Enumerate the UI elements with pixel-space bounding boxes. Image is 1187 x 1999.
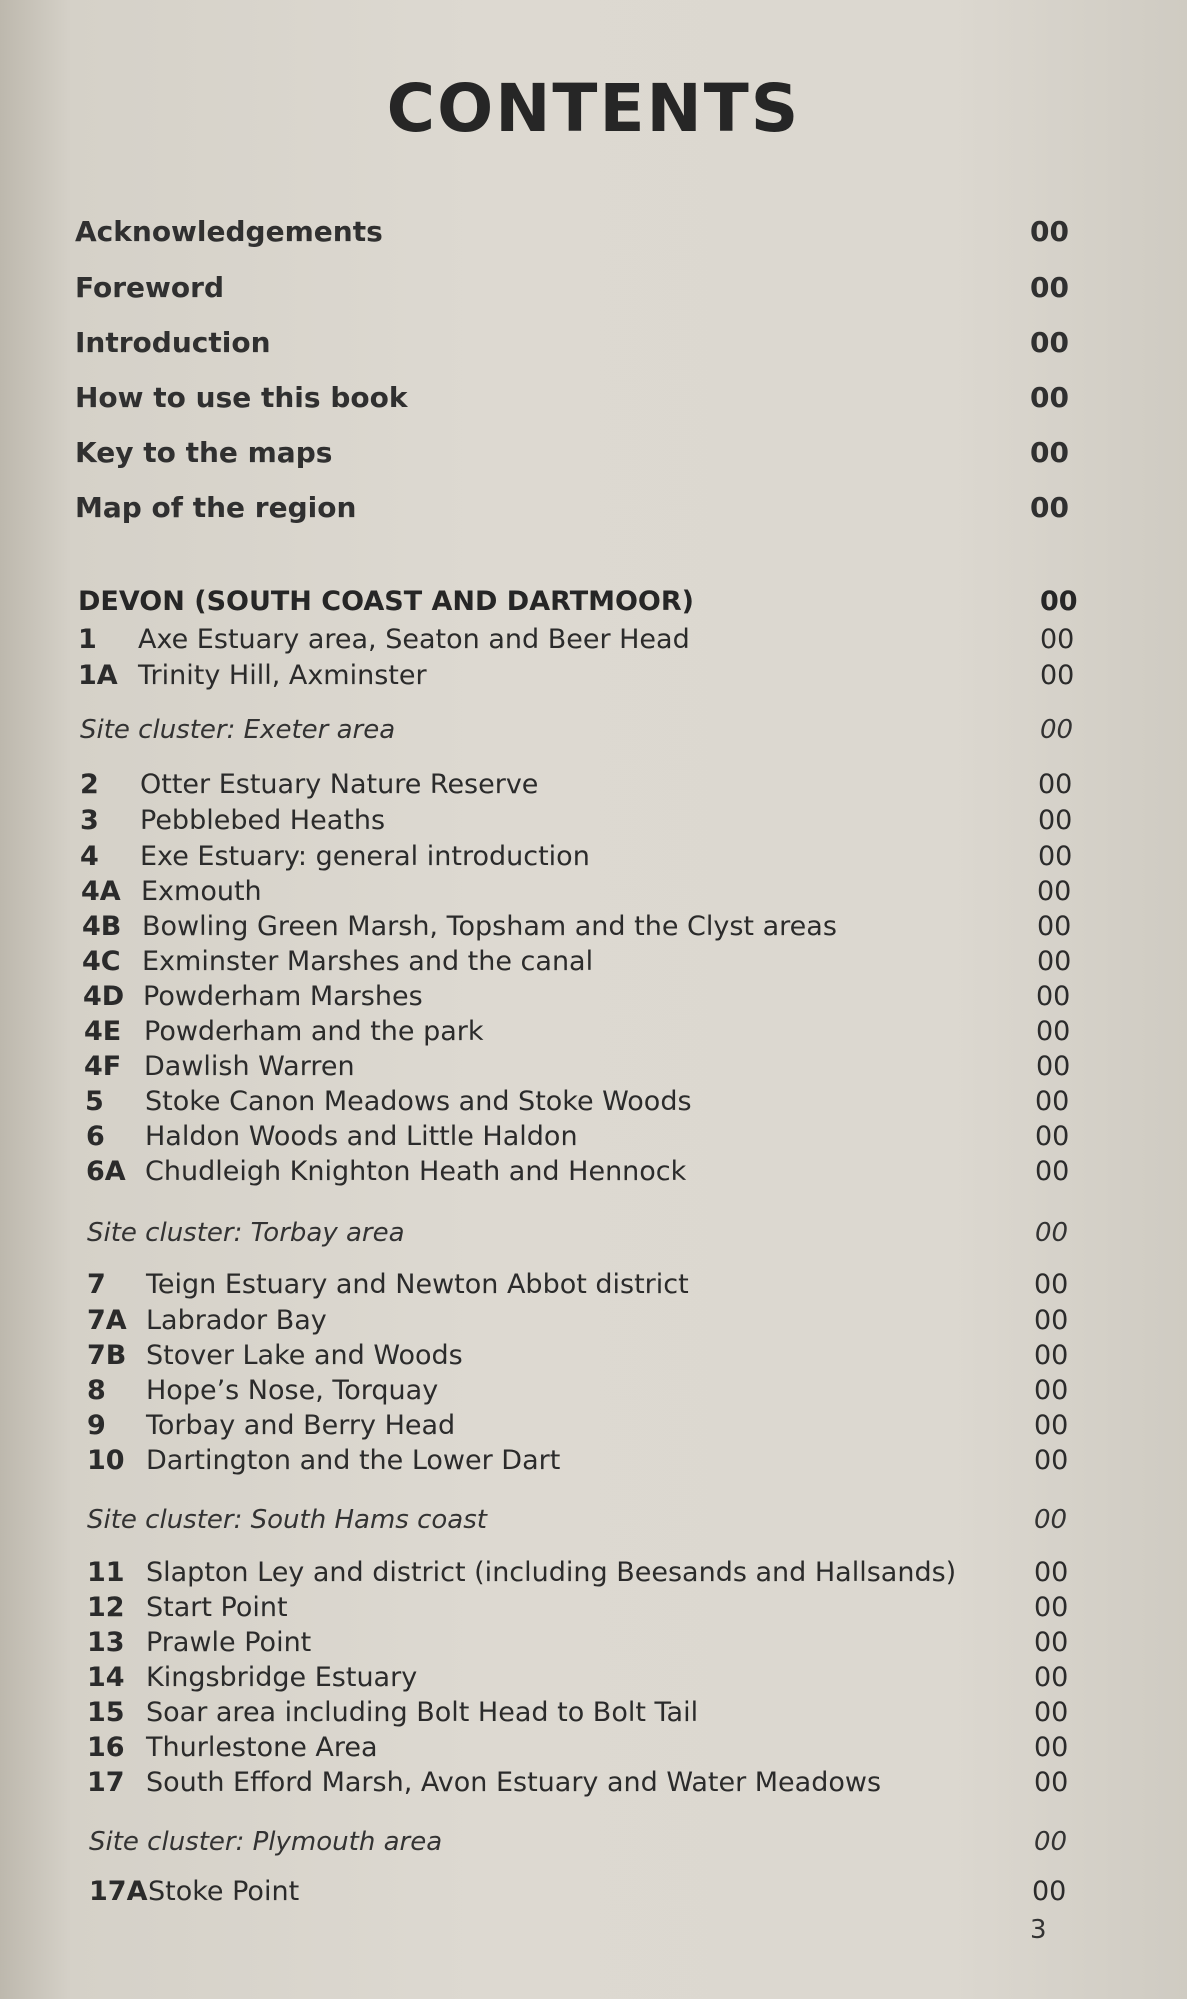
entry-page: 00 — [1034, 1767, 1069, 1798]
entry-label: Torbay and Berry Head — [146, 1410, 456, 1441]
entry-page: 00 — [1030, 381, 1069, 414]
entry-page: 00 — [1034, 1410, 1069, 1441]
toc-entry — [0, 1553, 1187, 1593]
toc-entry — [0, 378, 1187, 418]
entry-label: Powderham and the park — [144, 1016, 484, 1047]
toc-entry — [0, 323, 1187, 363]
entry-page: 00 — [1030, 271, 1069, 304]
entry-label: Powderham Marshes — [143, 981, 423, 1012]
entry-label: Chudleigh Knighton Heath and Hennock — [145, 1156, 687, 1187]
entry-number: 1 — [78, 624, 97, 655]
entry-label: Haldon Woods and Little Haldon — [145, 1121, 578, 1152]
entry-page: 00 — [1030, 215, 1069, 248]
entry-number: 4D — [83, 981, 125, 1012]
toc-entry — [0, 1371, 1187, 1411]
entry-label: Key to the maps — [75, 436, 333, 469]
toc-entry — [0, 942, 1187, 982]
entry-label: Exminster Marshes and the canal — [142, 946, 594, 977]
entry-page: 00 — [1034, 1445, 1069, 1476]
toc-entry — [0, 1047, 1187, 1087]
entry-label: How to use this book — [75, 381, 408, 414]
entry-page: 00 — [1030, 436, 1069, 469]
entry-page: 00 — [1035, 1121, 1070, 1152]
entry-number: 6A — [86, 1156, 126, 1187]
entry-label: Start Point — [146, 1592, 288, 1623]
toc-entry — [0, 1406, 1187, 1446]
entry-number: 4B — [82, 911, 122, 942]
toc-entry — [0, 765, 1187, 805]
entry-number: 3 — [80, 805, 99, 836]
entry-label: Pebblebed Heaths — [140, 805, 386, 836]
entry-number: 4C — [82, 946, 121, 977]
cluster-page: 00 — [1040, 715, 1074, 745]
entry-label: Acknowledgements — [75, 215, 383, 248]
entry-label: Map of the region — [75, 491, 357, 524]
toc-entry — [0, 433, 1187, 473]
toc-entry — [0, 488, 1187, 528]
entry-page: 00 — [1030, 326, 1069, 359]
entry-number: 6 — [86, 1121, 105, 1152]
entry-page: 00 — [1034, 1375, 1069, 1406]
entry-label: Otter Estuary Nature Reserve — [140, 769, 539, 800]
toc-entry — [0, 1265, 1187, 1305]
entry-page: 00 — [1037, 876, 1072, 907]
toc-entry — [0, 837, 1187, 877]
toc-entry — [0, 1152, 1187, 1192]
entry-page: 00 — [1036, 1016, 1071, 1047]
section-label: DEVON (SOUTH COAST AND DARTMOOR) — [78, 586, 695, 617]
entry-page: 00 — [1038, 805, 1073, 836]
entry-page: 00 — [1037, 946, 1072, 977]
entry-page: 00 — [1034, 1662, 1069, 1693]
toc-entry — [0, 1301, 1187, 1341]
toc-entry — [0, 1336, 1187, 1376]
cluster-page: 00 — [1035, 1218, 1069, 1248]
entry-page: 00 — [1040, 624, 1075, 655]
toc-entry — [0, 1623, 1187, 1663]
entry-number: 15 — [87, 1697, 125, 1728]
entry-label: Axe Estuary area, Seaton and Beer Head — [138, 624, 690, 655]
cluster-label: Site cluster: Torbay area — [87, 1218, 405, 1248]
entry-page: 00 — [1034, 1269, 1069, 1300]
entry-number: 4F — [84, 1051, 122, 1082]
toc-entry — [0, 1588, 1187, 1628]
cluster-label: Site cluster: South Hams coast — [87, 1505, 487, 1535]
toc-entry — [0, 620, 1187, 660]
toc-entry — [0, 656, 1187, 696]
entry-page: 00 — [1034, 1557, 1069, 1588]
toc-entry — [0, 977, 1187, 1017]
site-cluster-heading — [0, 710, 1187, 750]
entry-page: 00 — [1038, 841, 1073, 872]
entry-page: 00 — [1034, 1697, 1069, 1728]
entry-number: 14 — [87, 1662, 125, 1693]
entry-page: 00 — [1034, 1627, 1069, 1658]
section-heading — [0, 582, 1187, 622]
entry-label: Soar area including Bolt Head to Bolt Tail — [146, 1697, 699, 1728]
entry-page: 00 — [1038, 769, 1073, 800]
toc-entry — [0, 268, 1187, 308]
entry-label: Hope’s Nose, Torquay — [146, 1375, 439, 1406]
entry-label: Dartington and the Lower Dart — [146, 1445, 561, 1476]
entry-label: Labrador Bay — [146, 1305, 327, 1336]
toc-entry — [0, 1763, 1187, 1803]
toc-entry — [0, 1012, 1187, 1052]
entry-number: 4A — [81, 876, 121, 907]
entry-label: Stover Lake and Woods — [146, 1340, 463, 1371]
toc-entry — [0, 1117, 1187, 1157]
site-cluster-heading — [0, 1213, 1187, 1253]
entry-label: Teign Estuary and Newton Abbot district — [146, 1269, 689, 1300]
entry-label: Prawle Point — [146, 1627, 312, 1658]
entry-number: 17 — [87, 1767, 125, 1798]
cluster-page: 00 — [1034, 1827, 1068, 1857]
toc-entry — [0, 1693, 1187, 1733]
entry-page: 00 — [1034, 1732, 1069, 1763]
toc-entry — [0, 212, 1187, 252]
entry-label: Dawlish Warren — [144, 1051, 355, 1082]
cluster-label: Site cluster: Exeter area — [80, 715, 396, 745]
site-cluster-heading — [0, 1500, 1187, 1540]
entry-page: 00 — [1035, 1086, 1070, 1117]
toc-entry — [0, 872, 1187, 912]
toc-entry — [0, 1872, 1187, 1912]
entry-number: 4E — [84, 1016, 122, 1047]
site-cluster-heading — [0, 1822, 1187, 1862]
entry-number: 12 — [87, 1592, 125, 1623]
entry-number: 7A — [87, 1305, 127, 1336]
entry-page: 00 — [1030, 491, 1069, 524]
entry-label: Slapton Ley and district (including Beesands and Hallsands) — [146, 1557, 957, 1588]
entry-label: Introduction — [75, 326, 271, 359]
cluster-page: 00 — [1034, 1505, 1068, 1535]
toc-entry — [0, 1082, 1187, 1122]
entry-number: 10 — [87, 1445, 125, 1476]
entry-number: 9 — [87, 1410, 106, 1441]
entry-number: 1A — [78, 660, 118, 691]
entry-page: 00 — [1034, 1592, 1069, 1623]
entry-label: Thurlestone Area — [146, 1732, 378, 1763]
entry-page: 00 — [1040, 660, 1075, 691]
entry-number: 11 — [87, 1557, 125, 1588]
entry-page: 00 — [1034, 1340, 1069, 1371]
entry-page: 00 — [1037, 911, 1072, 942]
entry-page: 00 — [1032, 1876, 1067, 1907]
entry-label: Bowling Green Marsh, Topsham and the Clyst areas — [142, 911, 837, 942]
page-title: CONTENTS — [386, 70, 801, 147]
entry-page: 00 — [1034, 1305, 1069, 1336]
entry-label: Trinity Hill, Axminster — [138, 660, 427, 691]
entry-page: 00 — [1036, 981, 1071, 1012]
entry-label: Stoke Point — [148, 1876, 300, 1907]
entry-label: Kingsbridge Estuary — [146, 1662, 418, 1693]
toc-entry — [0, 1441, 1187, 1481]
entry-number: 7B — [87, 1340, 127, 1371]
entry-label: Exe Estuary: general introduction — [140, 841, 590, 872]
section-page: 00 — [1040, 586, 1078, 617]
entry-label: Foreword — [75, 271, 224, 304]
entry-page: 00 — [1036, 1051, 1071, 1082]
entry-number: 4 — [80, 841, 99, 872]
entry-number: 7 — [87, 1269, 106, 1300]
entry-number: 13 — [87, 1627, 125, 1658]
entry-number: 16 — [87, 1732, 125, 1763]
toc-entry — [0, 801, 1187, 841]
entry-page: 00 — [1035, 1156, 1070, 1187]
cluster-label: Site cluster: Plymouth area — [89, 1827, 443, 1857]
entry-label: Stoke Canon Meadows and Stoke Woods — [145, 1086, 692, 1117]
entry-label: South Efford Marsh, Avon Estuary and Water Meadows — [146, 1767, 882, 1798]
page-number: 3 — [1030, 1915, 1047, 1945]
toc-entry — [0, 1728, 1187, 1768]
entry-number: 2 — [80, 769, 99, 800]
toc-entry — [0, 907, 1187, 947]
entry-number: 8 — [87, 1375, 106, 1406]
entry-number: 5 — [85, 1086, 104, 1117]
entry-number: 17A — [89, 1876, 148, 1907]
toc-entry — [0, 1658, 1187, 1698]
entry-label: Exmouth — [141, 876, 262, 907]
